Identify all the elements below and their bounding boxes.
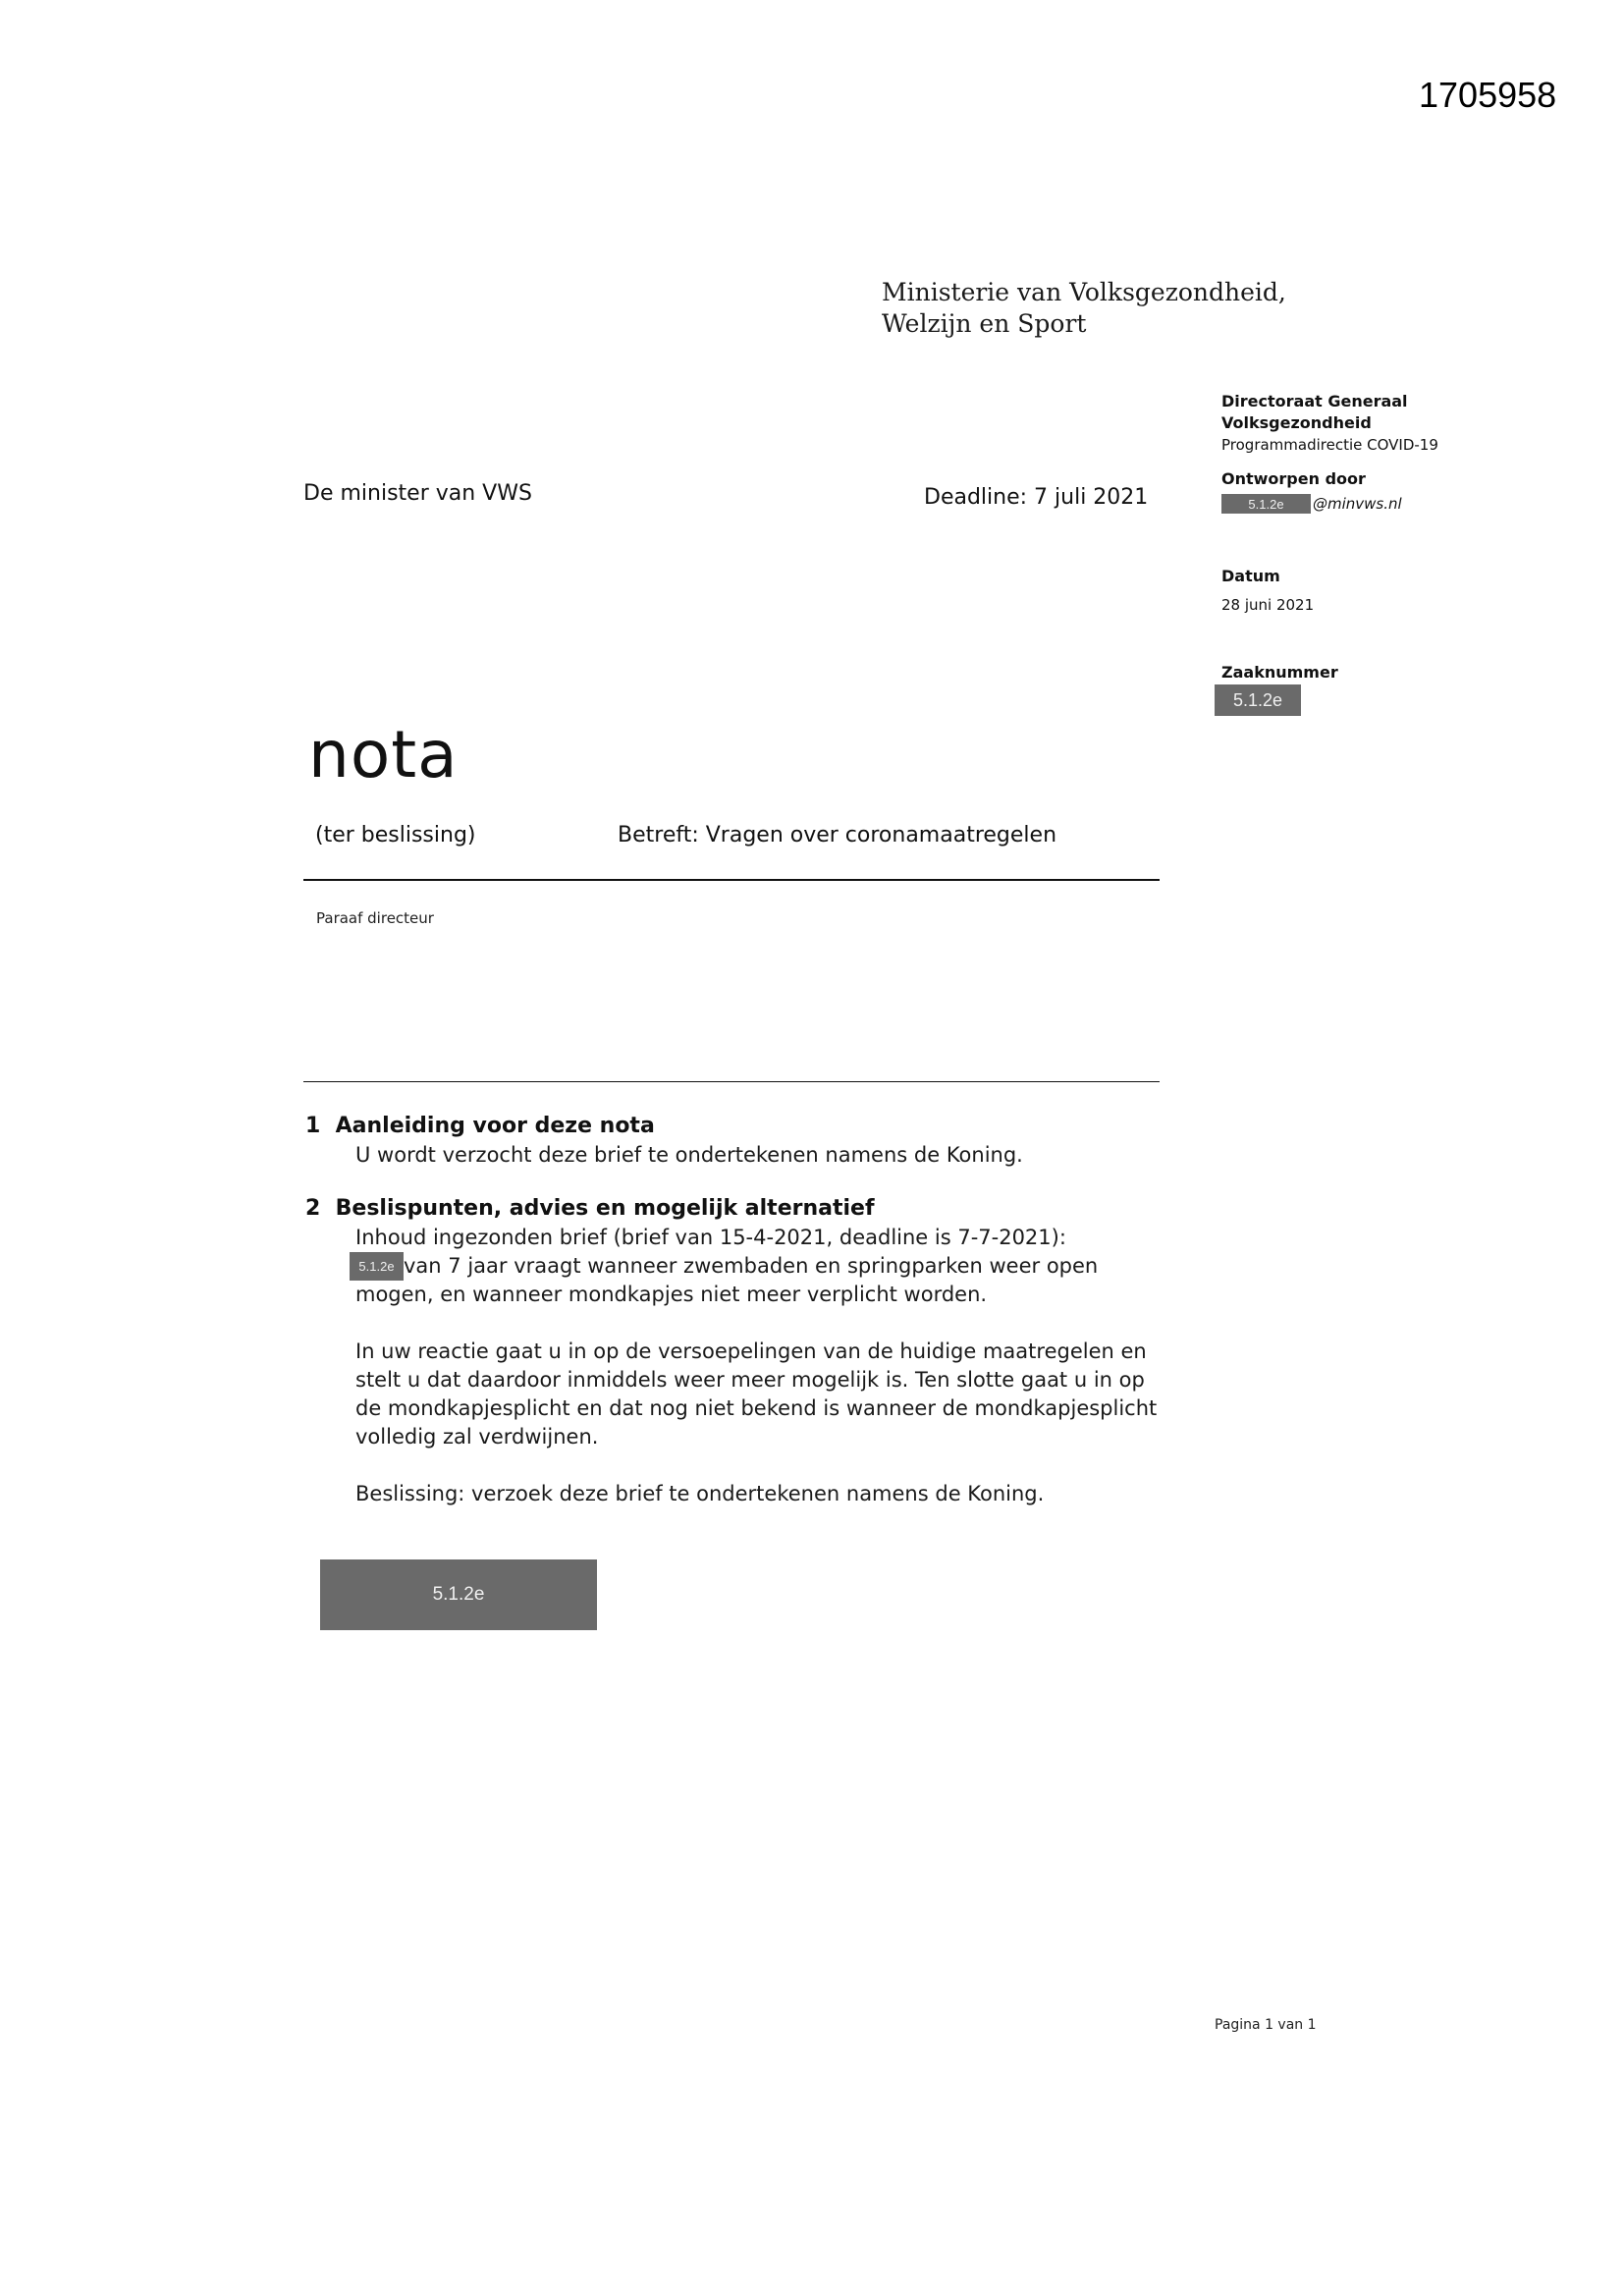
deadline: Deadline: 7 juli 2021 bbox=[924, 485, 1149, 510]
section-2-line-2-text: van 7 jaar vraagt wanneer zwembaden en springparken weer open bbox=[404, 1254, 1099, 1278]
page-footer: Pagina 1 van 1 bbox=[1215, 2017, 1317, 2033]
date-value: 28 juni 2021 bbox=[1221, 596, 1315, 614]
section-2-para-2 bbox=[355, 1338, 1157, 1451]
section-1-heading: 1 Aanleiding voor deze nota bbox=[305, 1114, 655, 1138]
para-2-line-4: volledig zal verdwijnen. bbox=[355, 1425, 599, 1449]
divider-bottom bbox=[303, 1081, 1160, 1082]
designed-by-redaction: 5.1.2e bbox=[1221, 494, 1311, 514]
document-title: nota bbox=[308, 717, 459, 793]
case-number-redaction: 5.1.2e bbox=[1215, 684, 1301, 716]
designed-by-label: Ontworpen door bbox=[1221, 469, 1366, 488]
designed-by-email: @minvws.nl bbox=[1313, 495, 1402, 513]
date-label: Datum bbox=[1221, 567, 1280, 585]
signature-redaction: 5.1.2e bbox=[320, 1559, 597, 1630]
document-number: 1705958 bbox=[1419, 75, 1557, 115]
paraaf-label: Paraaf directeur bbox=[316, 909, 434, 927]
section-1-text: U wordt verzocht deze brief te ondertekenen namens de Koning. bbox=[355, 1143, 1023, 1167]
para-2-line-3: de mondkapjesplicht en dat nog niet bekend is wanneer de mondkapjesplicht bbox=[355, 1396, 1158, 1420]
org-line-1: Directoraat Generaal bbox=[1221, 392, 1408, 410]
document-type: (ter beslissing) bbox=[315, 823, 476, 847]
org-line-3: Programmadirectie COVID-19 bbox=[1221, 436, 1438, 454]
section-2-heading: 2 Beslispunten, advies en mogelijk alternatief bbox=[305, 1196, 875, 1221]
section-2-line-3: mogen, en wanneer mondkapjes niet meer verplicht worden. bbox=[355, 1283, 988, 1306]
para-2-line-2: stelt u dat daardoor inmiddels weer meer mogelijk is. Ten slotte gaat u in op bbox=[355, 1368, 1145, 1392]
divider-top bbox=[303, 879, 1160, 881]
designed-by-row bbox=[1221, 494, 1402, 514]
decision-text: Beslissing: verzoek deze brief te ondertekenen namens de Koning. bbox=[355, 1482, 1045, 1505]
section-2-line-1: Inhoud ingezonden brief (brief van 15-4-2021, deadline is 7-7-2021): bbox=[355, 1226, 1066, 1249]
case-number-label: Zaaknummer bbox=[1221, 663, 1338, 682]
ministry-logo-text bbox=[882, 277, 1286, 340]
ministry-line-2: Welzijn en Sport bbox=[882, 309, 1087, 338]
org-line-2: Volksgezondheid bbox=[1221, 413, 1372, 432]
sidebar-org bbox=[1221, 391, 1438, 456]
para-2-line-1: In uw reactie gaat u in op de versoepelingen van de huidige maatregelen en bbox=[355, 1339, 1147, 1363]
inline-redaction: 5.1.2e bbox=[350, 1252, 404, 1281]
ministry-line-1: Ministerie van Volksgezondheid, bbox=[882, 278, 1286, 306]
section-2-line-2 bbox=[350, 1252, 1098, 1281]
document-subject: Betreft: Vragen over coronamaatregelen bbox=[618, 823, 1057, 847]
addressee: De minister van VWS bbox=[303, 481, 532, 506]
